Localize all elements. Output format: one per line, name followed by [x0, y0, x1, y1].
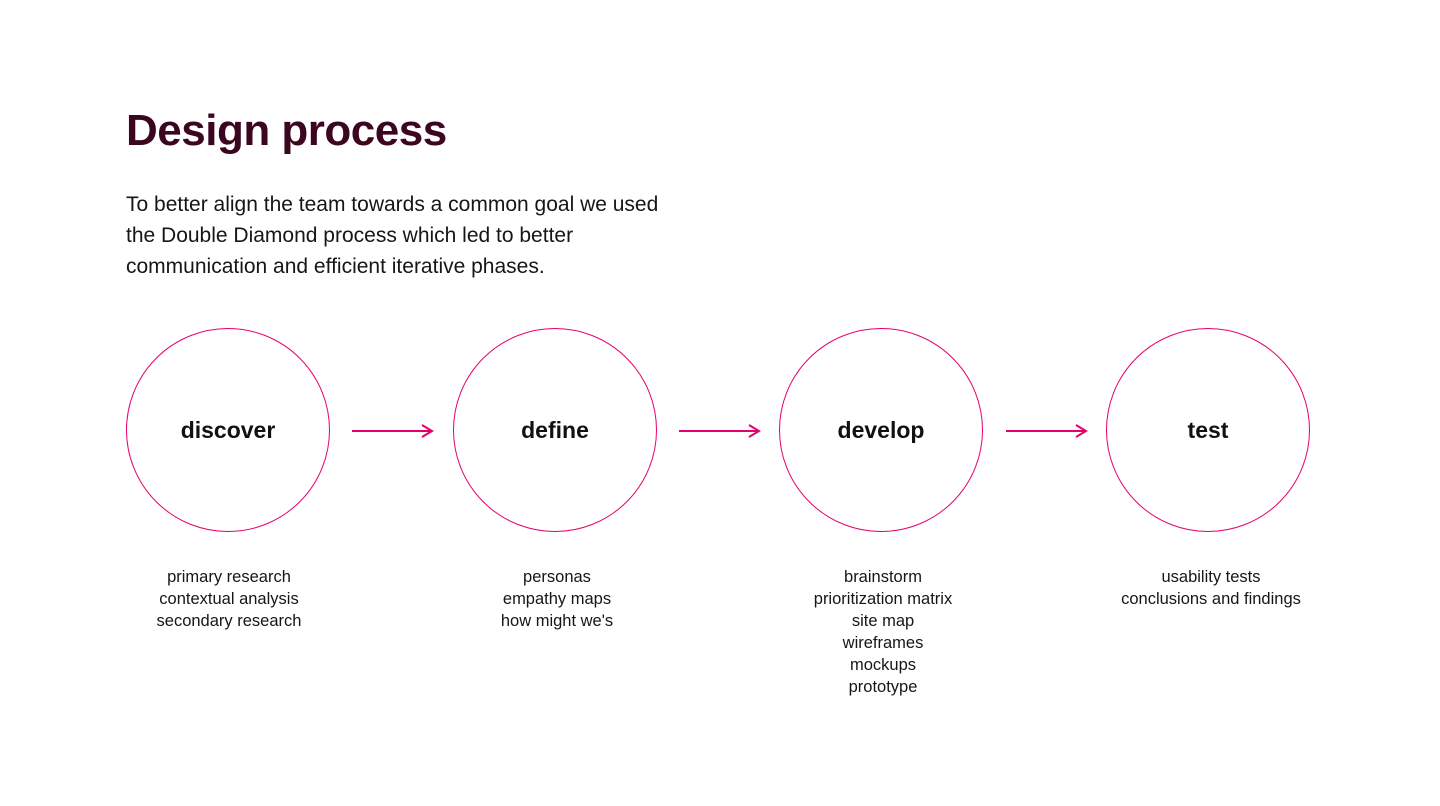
arrow-right-icon-1 [352, 423, 438, 439]
stage-label: test [1187, 416, 1229, 443]
stage-captions [126, 566, 1318, 716]
page-title: Design process [126, 106, 447, 156]
stage-items-develop [743, 566, 1023, 698]
stage-circle [779, 328, 983, 532]
process-flow [126, 328, 1318, 538]
arrow-right-icon-3 [1006, 423, 1092, 439]
stage-circle [126, 328, 330, 532]
stage-label: discover [180, 416, 276, 443]
stage-item: conclusions and findings [1121, 590, 1301, 608]
stage-items-define [417, 566, 697, 632]
stage-item: usability tests [1161, 568, 1261, 586]
stage-test [1106, 328, 1312, 534]
stage-item: empathy maps [502, 590, 612, 608]
stage-circle [453, 328, 657, 532]
stage-item: mockups [849, 656, 917, 674]
stage-item: contextual analysis [159, 590, 299, 608]
stage-item: secondary research [156, 612, 302, 630]
stage-item: site map [851, 612, 915, 630]
stage-items-test [1071, 566, 1351, 610]
stage-label: define [521, 416, 589, 443]
stage-item: brainstorm [844, 568, 922, 586]
stage-item: personas [523, 568, 591, 586]
stage-develop [779, 328, 985, 534]
stage-item: prioritization matrix [813, 590, 953, 608]
stage-item: wireframes [842, 634, 924, 652]
stage-item: how might we's [500, 612, 614, 630]
stage-discover [126, 328, 332, 534]
stage-item: primary research [167, 568, 291, 586]
stage-item: prototype [848, 678, 918, 696]
arrow-right-icon-2 [679, 423, 765, 439]
stage-items-discover [89, 566, 369, 632]
stage-define [453, 328, 659, 534]
stage-label: develop [837, 416, 925, 443]
intro-paragraph: To better align the team towards a common goal we used the Double Diamond process which led to better communication and efficient iterative phases. [126, 193, 659, 278]
stage-circle [1106, 328, 1310, 532]
